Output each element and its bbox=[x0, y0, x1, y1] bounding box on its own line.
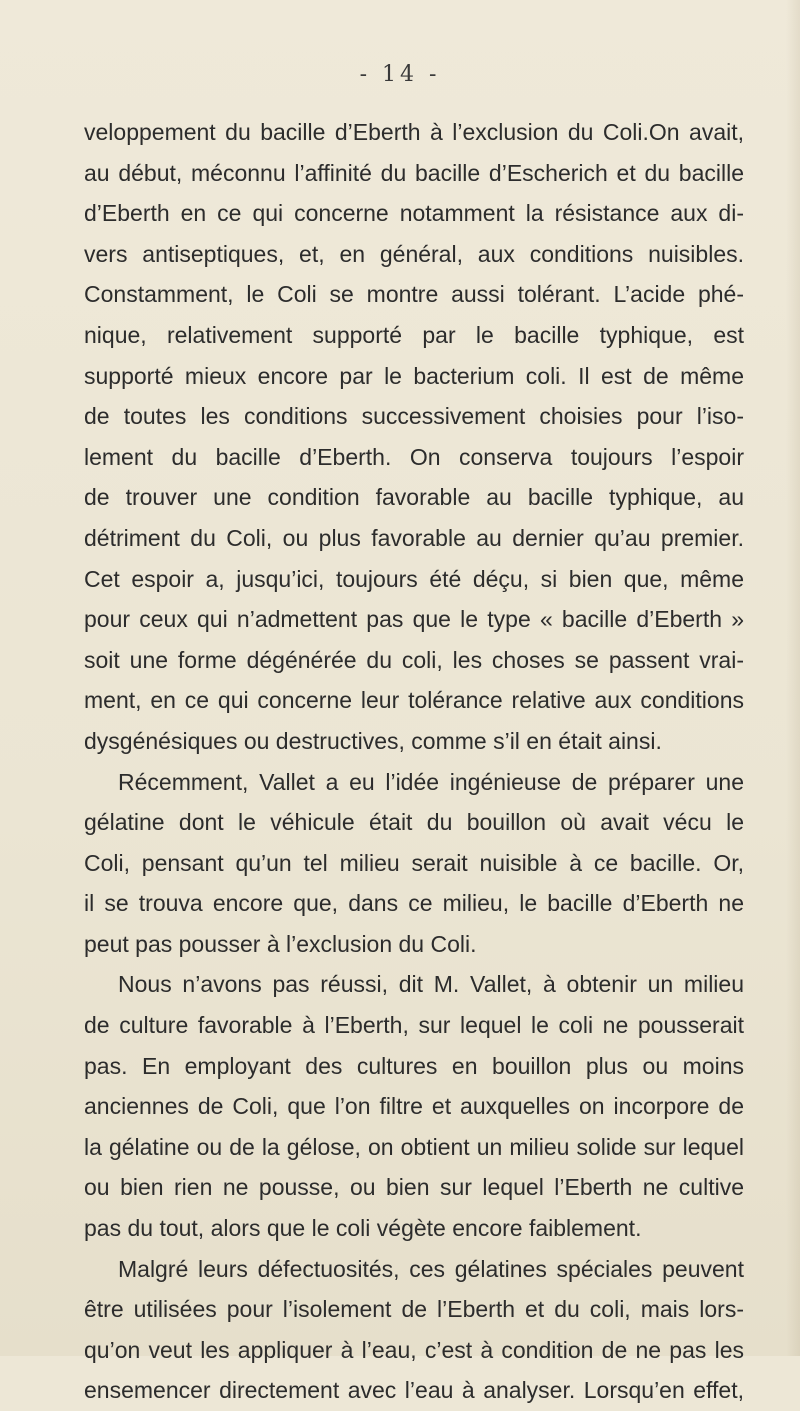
text-line: Malgré leurs défectuosités, ces gélatines spéciales peuvent bbox=[118, 1255, 744, 1282]
text-line: dysgénésiques ou destructives, comme s’il en était ainsi. bbox=[84, 727, 662, 754]
text-line: détriment du Coli, ou plus favorable au dernier qu’au premier. bbox=[84, 524, 744, 551]
text-line: ou bien rien ne pousse, ou bien sur lequel l’Eberth ne cultive bbox=[84, 1174, 744, 1201]
text-line: vers antiseptiques, et, en général, aux conditions nuisibles. bbox=[84, 240, 744, 267]
text-line: Coli, pensant qu’un tel milieu serait nuisible à ce bacille. Or, bbox=[84, 849, 744, 876]
page-edge-shadow bbox=[786, 0, 800, 1356]
text-line: ensemencer directement avec l’eau à analyser. Lorsqu’en effet, bbox=[84, 1377, 744, 1404]
text-line: pas du tout, alors que le coli végète encore faiblement. bbox=[84, 1215, 642, 1242]
text-line: supporté mieux encore par le bacterium coli. Il est de même bbox=[84, 362, 744, 389]
text-line: pas. En employant des cultures en bouillon plus ou moins bbox=[84, 1052, 744, 1079]
text-line: qu’on veut les appliquer à l’eau, c’est à condition de ne pas les bbox=[84, 1336, 744, 1363]
text-line: d’Eberth en ce qui concerne notamment la résistance aux di- bbox=[84, 200, 744, 227]
text-line: ment, en ce qui concerne leur tolérance relative aux conditions bbox=[84, 687, 744, 714]
text-line: nique, relativement supporté par le bacille typhique, est bbox=[84, 321, 744, 348]
page-number: - 14 - bbox=[359, 62, 441, 87]
text-line: être utilisées pour l’isolement de l’Eberth et du coli, mais lors- bbox=[84, 1296, 744, 1323]
text-line: soit une forme dégénérée du coli, les choses se passent vrai- bbox=[84, 646, 744, 673]
text-line: Cet espoir a, jusqu’ici, toujours été déçu, si bien que, même bbox=[84, 565, 744, 592]
text-line: pour ceux qui n’admettent pas que le type « bacille d’Eberth » bbox=[84, 606, 744, 633]
text-line: Constamment, le Coli se montre aussi tolérant. L’acide phé- bbox=[84, 281, 744, 308]
text-line: de culture favorable à l’Eberth, sur lequel le coli ne pousserait bbox=[84, 1012, 744, 1039]
text-line: au début, méconnu l’affinité du bacille d’Escherich et du bacille bbox=[84, 159, 744, 186]
text-line: gélatine dont le véhicule était du bouillon où avait vécu le bbox=[84, 809, 744, 836]
text-line: anciennes de Coli, que l’on filtre et auxquelles on incorpore de bbox=[84, 1093, 744, 1120]
text-line: Nous n’avons pas réussi, dit M. Vallet, à obtenir un milieu bbox=[118, 971, 744, 998]
text-line: veloppement du bacille d’Eberth à l’exclusion du Coli.On avait, bbox=[84, 119, 744, 145]
body-text bbox=[84, 112, 744, 1411]
text-line: peut pas pousser à l’exclusion du Coli. bbox=[84, 930, 477, 957]
text-line: lement du bacille d’Eberth. On conserva toujours l’espoir bbox=[84, 443, 744, 470]
text-line: Récemment, Vallet a eu l’idée ingénieuse de préparer une bbox=[118, 768, 744, 795]
text-line: il se trouva encore que, dans ce milieu, le bacille d’Eberth ne bbox=[84, 890, 744, 917]
text-line: la gélatine ou de la gélose, on obtient un milieu solide sur lequel bbox=[84, 1133, 744, 1160]
text-line: de trouver une condition favorable au bacille typhique, au bbox=[84, 484, 744, 511]
text-line: de toutes les conditions successivement choisies pour l’iso- bbox=[84, 403, 744, 430]
